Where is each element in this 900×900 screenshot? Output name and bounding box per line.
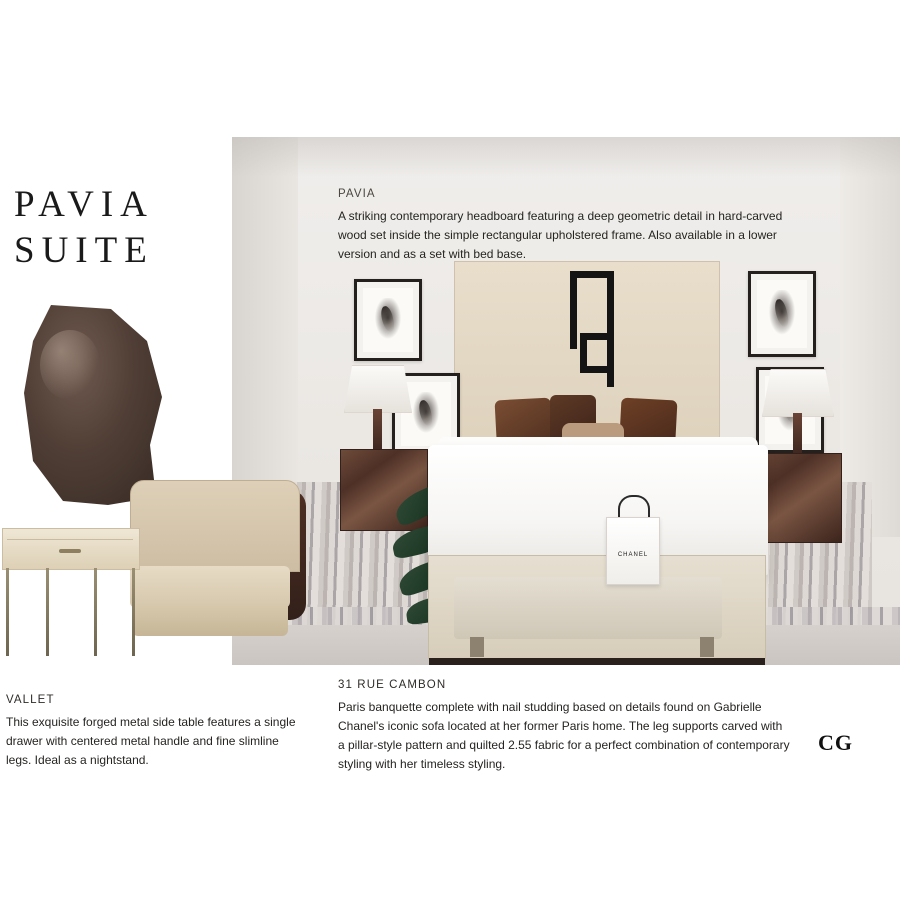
caption-pavia-heading: PAVIA bbox=[338, 188, 376, 200]
page-title bbox=[14, 182, 234, 274]
side-table-leg bbox=[94, 568, 97, 656]
headboard-geometric-detail bbox=[570, 271, 614, 387]
caption-pavia-body: A striking contemporary headboard featuring a deep geometric detail in hard-carved wood set inside the simple rectangular upholstered frame. Also available in a lower version and as a set with bed base. bbox=[338, 209, 783, 261]
armchair bbox=[118, 480, 308, 640]
rue-cambon-banquette bbox=[454, 577, 722, 639]
caption-vallet bbox=[6, 694, 306, 770]
chanel-shopping-bag bbox=[606, 517, 660, 585]
table-lamp-base bbox=[793, 413, 802, 457]
table-lamp-base bbox=[373, 409, 382, 453]
armchair-base bbox=[132, 602, 288, 636]
caption-vallet-heading: VALLET bbox=[6, 694, 55, 706]
side-table-leg bbox=[6, 568, 9, 656]
side-table-top bbox=[2, 528, 140, 570]
caption-rue-cambon-body: Paris banquette complete with nail studding based on details found on Gabrielle Chanel's iconic sofa located at her former Paris home. The leg supports carved with a pillar-style pattern and quilted 2.55 fabric for a perfect combination of contemporary styling with her timeless styling. bbox=[338, 700, 790, 771]
side-table-handle bbox=[59, 549, 81, 553]
vallet-side-table bbox=[2, 528, 138, 658]
brand-logo: CG bbox=[818, 730, 853, 755]
sculpture-figure-image bbox=[18, 305, 168, 505]
wall-left bbox=[232, 137, 298, 537]
shopping-bag-label: CHANEL bbox=[617, 552, 649, 558]
ceiling-shadow bbox=[232, 137, 900, 177]
page-title-line-1: PAVIA bbox=[14, 184, 154, 225]
table-lamp-shade bbox=[344, 365, 412, 413]
bench-leg bbox=[470, 637, 484, 657]
side-table-leg bbox=[46, 568, 49, 656]
wall-right bbox=[840, 137, 900, 537]
bench-leg bbox=[700, 637, 714, 657]
caption-rue-cambon bbox=[338, 679, 790, 774]
framed-artwork bbox=[354, 279, 422, 361]
sculpture-highlight bbox=[40, 330, 100, 400]
caption-vallet-body: This exquisite forged metal side table features a single drawer with centered metal handle and fine slimline legs. Ideal as a nightstand. bbox=[6, 715, 296, 767]
caption-rue-cambon-heading: 31 RUE CAMBON bbox=[338, 679, 447, 691]
framed-artwork bbox=[748, 271, 816, 357]
armchair-back bbox=[130, 480, 300, 572]
side-table-leg bbox=[132, 568, 135, 656]
page-title-line-2: SUITE bbox=[14, 230, 154, 271]
caption-pavia bbox=[338, 188, 783, 264]
table-lamp-shade bbox=[762, 369, 834, 417]
